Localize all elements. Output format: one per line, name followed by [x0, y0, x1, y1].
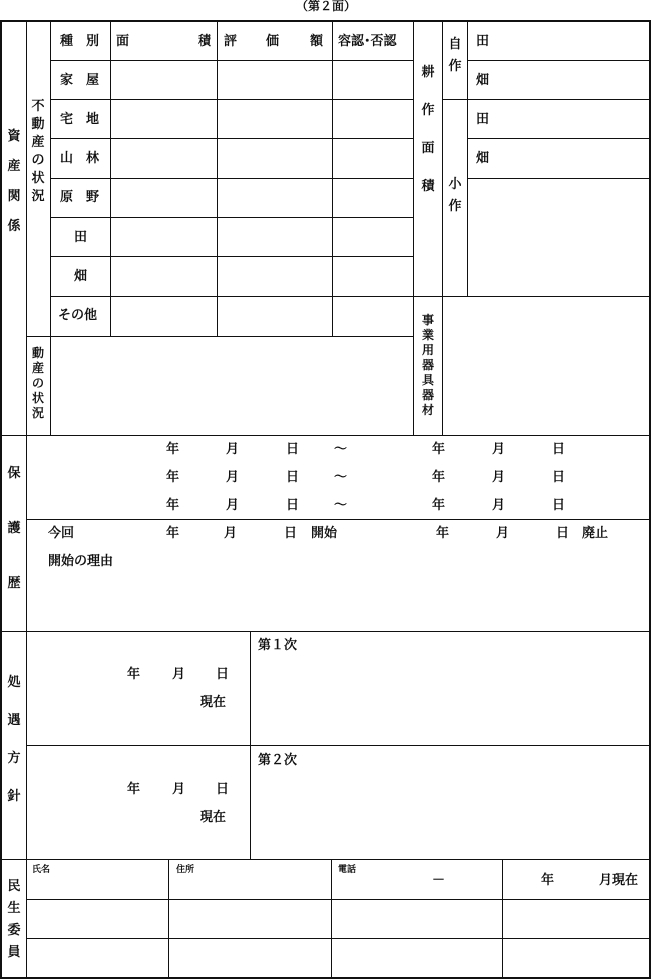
realty-row-line: [50, 256, 414, 257]
realty-row-line: [50, 296, 414, 297]
farm-own-paddy: 田: [476, 34, 490, 49]
section-divider-asset: [0, 435, 651, 436]
commissioner-year: 年: [541, 873, 555, 888]
commissioner-col-line: [168, 859, 169, 978]
outer-border-top: [0, 20, 651, 22]
realty-header-kind: 種 別: [60, 34, 100, 49]
realty-row-line: [50, 178, 414, 179]
farm-tenant-paddy: 田: [476, 112, 490, 127]
commissioner-phone-header: 電話: [338, 865, 357, 875]
realty-row-house: 家 屋: [60, 73, 100, 88]
realty-row-paddy: 田: [74, 230, 88, 245]
realty-header-area-2: 積: [198, 34, 212, 49]
farm-equipment-divider: [413, 296, 651, 297]
realty-header-area-1: 面: [116, 34, 130, 49]
farm-left-border: [413, 20, 414, 436]
protection-history-divider: [26, 519, 651, 520]
farm-type-divider: [467, 20, 468, 296]
section-divider-protection: [0, 631, 651, 632]
label-column-divider: [26, 20, 27, 978]
farm-tenant-label: 小 作: [448, 177, 462, 214]
commissioner-row-line: [26, 899, 651, 900]
protection-label: 保 護 歴: [7, 466, 21, 591]
realty-row-residential-land: 宅 地: [60, 112, 100, 127]
realty-row-forest: 山 林: [60, 151, 100, 166]
realty-row-field: 原 野: [60, 190, 100, 205]
section-divider-policy: [0, 859, 651, 860]
realty-row-farm: 畑: [74, 269, 88, 284]
movable-label: 動 産 の 状 況: [31, 346, 44, 420]
equipment-label: 事 業 用 器 具 器 材: [421, 313, 434, 417]
commissioner-col-line: [331, 859, 332, 978]
policy-second-label: 第２次: [258, 753, 298, 768]
realty-row-other: その他: [58, 308, 98, 323]
asset-section-label: 資 産 関 係: [7, 129, 21, 234]
realty-row-line: [50, 138, 414, 139]
realty-movable-divider: [26, 336, 414, 337]
farm-tenant-row-line: [467, 138, 651, 139]
commissioner-name-header: 氏名: [32, 865, 51, 875]
realty-row-line: [50, 217, 414, 218]
realty-header-value-2: 価: [266, 34, 280, 49]
commissioner-month-as-of: 月現在: [599, 873, 639, 888]
farm-own-field: 畑: [476, 73, 490, 88]
realty-label-divider: [50, 20, 51, 436]
farm-tenant-row-line: [467, 178, 651, 179]
farm-tenant-field: 畑: [476, 151, 490, 166]
farm-label: 耕 作 面 積: [421, 65, 435, 194]
realty-header-value-1: 評: [224, 34, 238, 49]
commissioner-phone-dash: －: [432, 873, 446, 888]
outer-border-bottom: [0, 977, 651, 979]
page-label: （第２面）: [296, 0, 357, 13]
protection-reason-label: 開始の理由: [48, 554, 114, 569]
realty-header-value-3: 額: [310, 34, 324, 49]
realty-row-line: [50, 99, 414, 100]
farm-label-divider: [442, 20, 443, 436]
commissioner-row-line: [26, 938, 651, 939]
outer-border-left: [0, 20, 2, 979]
policy-row-divider: [26, 745, 651, 746]
realty-header-approve: 容認･否認: [338, 34, 397, 49]
policy-first-label: 第１次: [258, 638, 298, 653]
commissioner-col-line: [502, 859, 503, 978]
commissioner-address-header: 住所: [176, 865, 195, 875]
realty-label: 不 動 産 の 状 況: [31, 99, 45, 204]
farm-own-tenant-divider: [442, 99, 651, 100]
farm-own-row-line: [467, 60, 651, 61]
policy-label: 処 遇 方 針: [7, 675, 21, 804]
realty-row-line: [50, 60, 414, 61]
commissioner-label: 民 生 委 員: [7, 879, 21, 960]
farm-own-label: 自 作: [448, 37, 462, 74]
